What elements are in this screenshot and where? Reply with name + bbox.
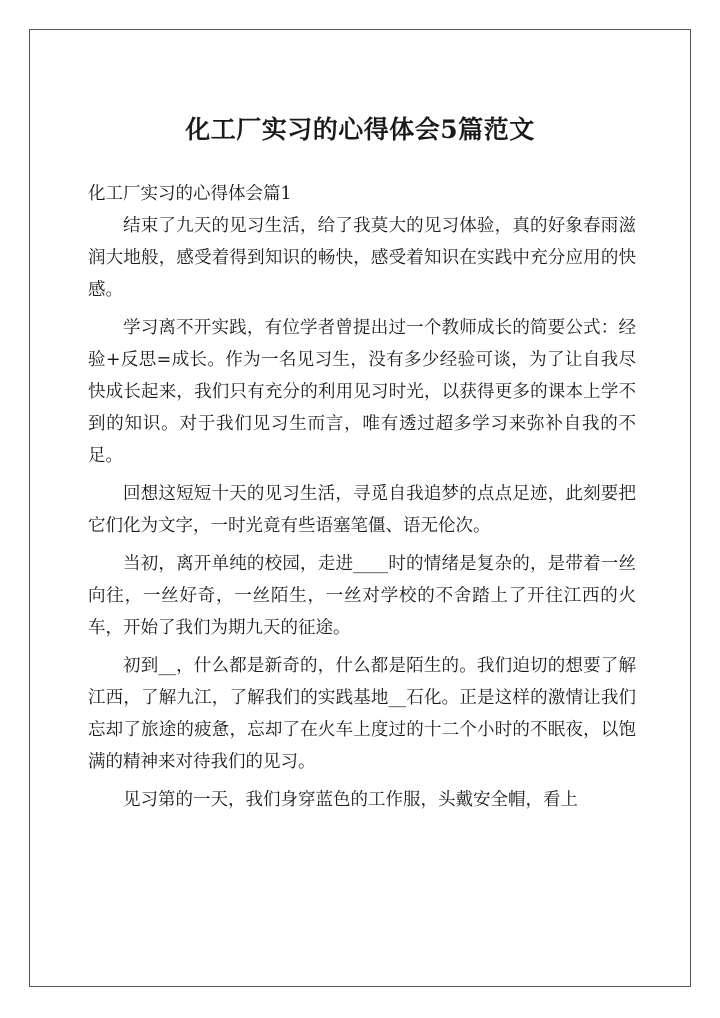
document-title: 化工厂实习的心得体会5篇范文 [185, 115, 535, 144]
paragraph-2: 学习离不开实践，有位学者曾提出过一个教师成长的简要公式：经验+反思=成长。作为一名见习生，没有多少经验可谈，为了让自我尽快成长起来，我们只有充分的利用见习时光，以获得更多的课本上学不到的知识。对于我们见习生而言，唯有透过超多学习来弥补自我的不足。 [88, 318, 636, 466]
section-heading: 化工厂实习的心得体会篇1 [88, 184, 292, 204]
paragraph-4: 当初，离开单纯的校园，走进____时的情绪是复杂的，是带着一丝向往，一丝好奇，一丝陌生，一丝对学校的不舍踏上了开往江西的火车，开始了我们为期九天的征途。 [88, 554, 636, 638]
paragraph-5: 初到__，什么都是新奇的，什么都是陌生的。我们迫切的想要了解江西，了解九江，了解我们的实践基地__石化。正是这样的激情让我们忘却了旅途的疲惫，忘却了在火车上度过的十二个小时的不眠夜，以饱满的精神来对待我们的见习。 [88, 656, 636, 772]
paragraph-6: 见习第的一天，我们身穿蓝色的工作服，头戴安全帽，看上 [123, 790, 578, 810]
paragraph-1: 结束了九天的见习生活，给了我莫大的见习体验，真的好象春雨滋润大地般，感受着得到知识的畅快，感受着知识在实践中充分应用的快感。 [88, 216, 636, 300]
paragraph-3: 回想这短短十天的见习生活，寻觅自我追梦的点点足迹，此刻要把它们化为文字，一时光竟有些语塞笔僵、语无伦次。 [88, 484, 636, 536]
document-body [88, 178, 636, 822]
